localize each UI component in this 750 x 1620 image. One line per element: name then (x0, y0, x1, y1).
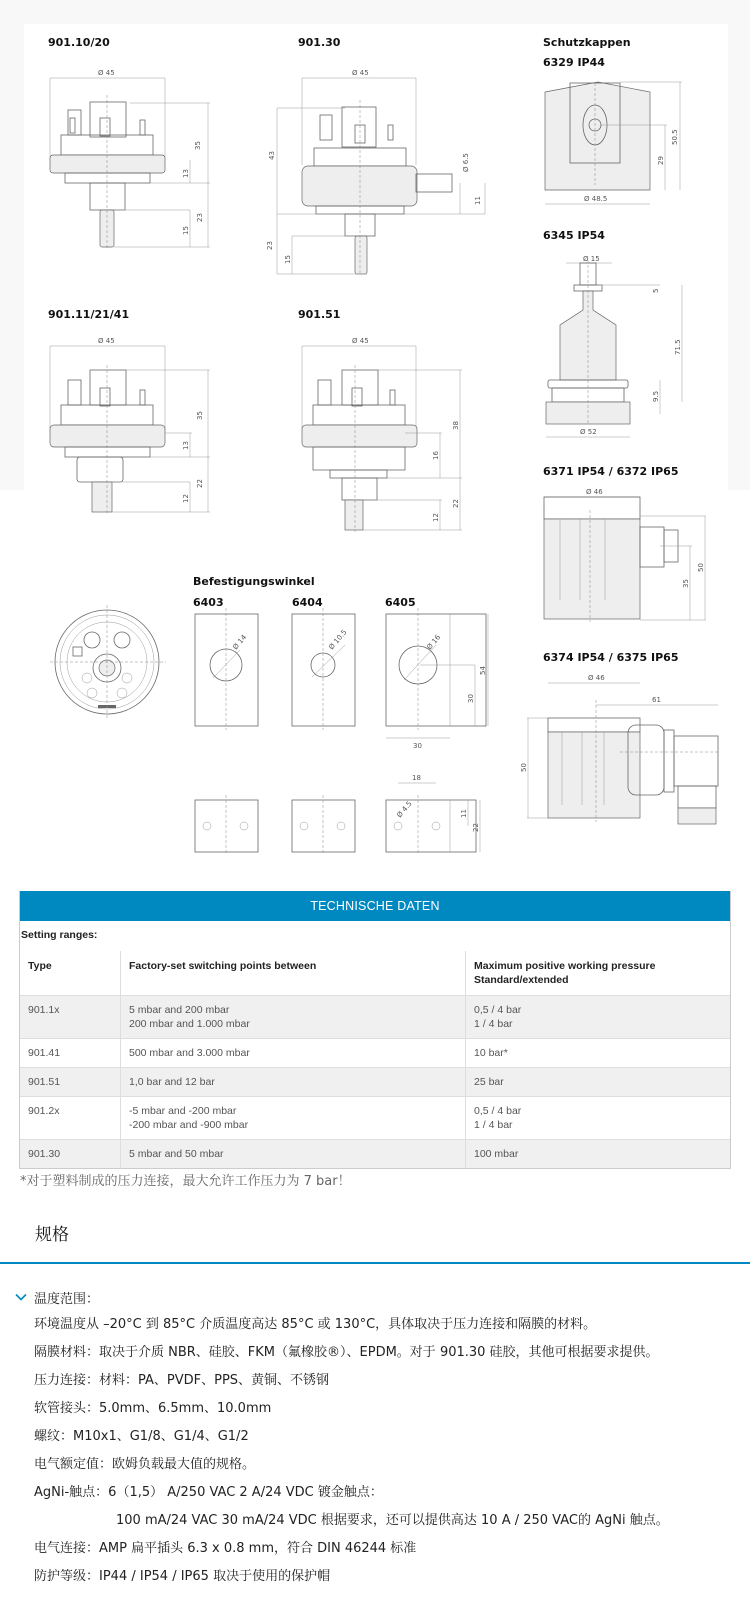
drawing-6371-6372 (543, 465, 706, 622)
table-row (20, 1039, 730, 1068)
drawing-label: 6374 IP54 / 6375 IP65 (543, 651, 679, 664)
cell-range: 1,0 bar and 12 bar (121, 1068, 466, 1097)
drawing-top-view (50, 605, 166, 720)
dim-label: 23 (266, 241, 274, 250)
drawing-label: 6404 (292, 596, 323, 609)
dim-label: Ø 10.5 (327, 628, 349, 652)
dim-label: Ø 46 (586, 488, 603, 496)
spec-line: 电气额定值：欧姆负载最大值的规格。 (34, 1457, 256, 1472)
cell-pressure: 10 bar* (466, 1039, 731, 1068)
dim-label: 54 (479, 666, 487, 675)
dim-label: 9.5 (652, 390, 660, 402)
spec-line: 压力连接：材料：PA、PVDF、PPS、黄铜、不锈钢 (34, 1373, 330, 1388)
dim-label: 13 (182, 441, 190, 450)
drawing-label: 901.10/20 (48, 36, 110, 49)
header-switching-points: Factory-set switching points between (121, 951, 466, 996)
dim-label: 12 (432, 513, 440, 522)
dim-label: Ø 6.5 (462, 153, 470, 172)
cell-pressure: 100 mbar (466, 1140, 731, 1169)
dim-label: 15 (182, 226, 190, 235)
dim-label: 23 (196, 213, 204, 222)
dim-label: 61 (652, 696, 661, 704)
table-row (20, 1068, 730, 1097)
dim-label: 18 (412, 774, 421, 782)
dim-label: 22 (196, 479, 204, 488)
table-footnote: *对于塑料制成的压力连接，最大允许工作压力为 7 bar！ (20, 1174, 351, 1189)
dim-label: 35 (194, 141, 202, 150)
dim-label: 16 (432, 451, 440, 460)
dim-label: 13 (182, 169, 190, 178)
table-header-row (20, 951, 730, 996)
drawing-901-10-20 (48, 36, 210, 250)
drawing-brackets (193, 575, 488, 855)
spec-line: 环境温度从 –20°C 到 85°C 介质温度高达 85°C 或 130°C，具体取决于压力连接和隔膜的材料。 (34, 1317, 597, 1332)
table-row (20, 1140, 730, 1169)
table-row (20, 996, 730, 1039)
drawing-label: 901.51 (298, 308, 341, 321)
dim-label: Ø 52 (580, 428, 597, 436)
drawing-901-30 (266, 36, 485, 275)
spec-line: 100 mA/24 VAC 30 mA/24 VDC 根据要求，还可以提供高达 10 A / 250 VAC的 AgNi 触点。 (116, 1513, 669, 1528)
dim-label: 12 (182, 494, 190, 503)
dim-label: 5 (652, 288, 660, 293)
dim-label: 38 (452, 421, 460, 430)
setting-ranges-table (20, 951, 730, 1168)
drawing-label: 6371 IP54 / 6372 IP65 (543, 465, 679, 478)
dim-label: 35 (682, 579, 690, 588)
cell-type: 901.41 (20, 1039, 121, 1068)
dim-label: 50 (697, 563, 705, 572)
spec-line: 隔膜材料：取决于介质 NBR、硅胶、FKM（氟橡胶®）、EPDM。对于 901.30 硅胶，其他可根据要求提供。 (34, 1345, 659, 1360)
dim-label: 29 (657, 156, 665, 165)
technical-data-table (19, 891, 731, 1169)
drawing-group-label: Befestigungswinkel (193, 575, 315, 588)
specs-toggle-label: 温度范围： (34, 1291, 100, 1307)
cell-pressure: 25 bar (466, 1068, 731, 1097)
spec-line: 软管接头：5.0mm、6.5mm、10.0mm (34, 1401, 272, 1416)
cell-type: 901.2x (20, 1097, 121, 1140)
dim-label: Ø 48.5 (584, 195, 608, 203)
drawing-901-51 (298, 308, 462, 532)
drawing-6329-ip44 (543, 36, 682, 204)
chevron-down-icon (14, 1290, 28, 1304)
dim-label: 43 (268, 151, 276, 160)
drawing-label: 6405 (385, 596, 416, 609)
drawing-label: 6329 IP44 (543, 56, 605, 69)
cell-range: 5 mbar and 50 mbar (121, 1140, 466, 1169)
dim-label: 11 (460, 809, 468, 818)
table-title: TECHNISCHE DATEN (20, 891, 730, 921)
dim-label: Ø 14 (231, 633, 249, 652)
dim-label: 30 (467, 694, 475, 703)
drawing-label: 6403 (193, 596, 224, 609)
section-divider (0, 1262, 750, 1264)
dim-label: 15 (284, 255, 292, 264)
cell-type: 901.51 (20, 1068, 121, 1097)
drawing-6374-6375 (520, 651, 720, 824)
drawing-label: 6345 IP54 (543, 229, 605, 242)
dim-label: 50 (520, 763, 528, 772)
dim-label: Ø 4.5 (395, 799, 414, 820)
specs-list (14, 1283, 744, 1591)
dim-label: 50.5 (671, 129, 679, 145)
spec-line: 防护等级：IP44 / IP54 / IP65 取决于使用的保护帽 (34, 1569, 331, 1584)
spec-line: 电气连接：AMP 扁平插头 6.3 x 0.8 mm，符合 DIN 46244 标准 (34, 1541, 417, 1556)
dim-label: Ø 45 (352, 69, 369, 77)
spec-line: 螺纹：M10x1、G1/8、G1/4、G1/2 (34, 1429, 249, 1444)
cell-pressure: 0,5 / 4 bar 1 / 4 bar (466, 1097, 731, 1140)
cell-type: 901.30 (20, 1140, 121, 1169)
dim-label: Ø 45 (98, 69, 115, 77)
dim-label: Ø 45 (98, 337, 115, 345)
drawing-901-11-21-41 (48, 308, 210, 515)
dim-label: Ø 45 (352, 337, 369, 345)
cell-range: 500 mbar and 3.000 mbar (121, 1039, 466, 1068)
dim-label: Ø 46 (588, 674, 605, 682)
specs-title: 规格 (35, 1225, 69, 1245)
dim-label: 35 (196, 411, 204, 420)
header-type: Type (28, 960, 52, 972)
dim-label: 22 (452, 499, 460, 508)
cell-pressure: 0,5 / 4 bar 1 / 4 bar (466, 996, 731, 1039)
header-max-pressure: Maximum positive working pressure Standard/extended (466, 951, 731, 996)
drawing-group-label: Schutzkappen (543, 36, 631, 49)
cell-range: -5 mbar and -200 mbar -200 mbar and -900 mbar (121, 1097, 466, 1140)
dim-label: 22 (472, 823, 480, 832)
drawing-label: 901.11/21/41 (48, 308, 130, 321)
cell-type: 901.1x (20, 996, 121, 1039)
table-row (20, 1097, 730, 1140)
dim-label: 11 (474, 196, 482, 205)
drawing-6345-ip54 (543, 229, 682, 437)
dim-label: 30 (413, 742, 422, 750)
table-caption: Setting ranges: (21, 929, 98, 941)
drawing-label: 901.30 (298, 36, 341, 49)
dim-label: Ø 16 (425, 633, 443, 652)
dim-label: 71.5 (674, 339, 682, 355)
spec-line: AgNi-触点：6（1,5） A/250 VAC 2 A/24 VDC 镀金触点： (34, 1485, 383, 1500)
specs-toggle[interactable] (14, 1283, 744, 1311)
cell-range: 5 mbar and 200 mbar 200 mbar and 1.000 mbar (121, 996, 466, 1039)
dim-label: Ø 15 (583, 255, 600, 263)
